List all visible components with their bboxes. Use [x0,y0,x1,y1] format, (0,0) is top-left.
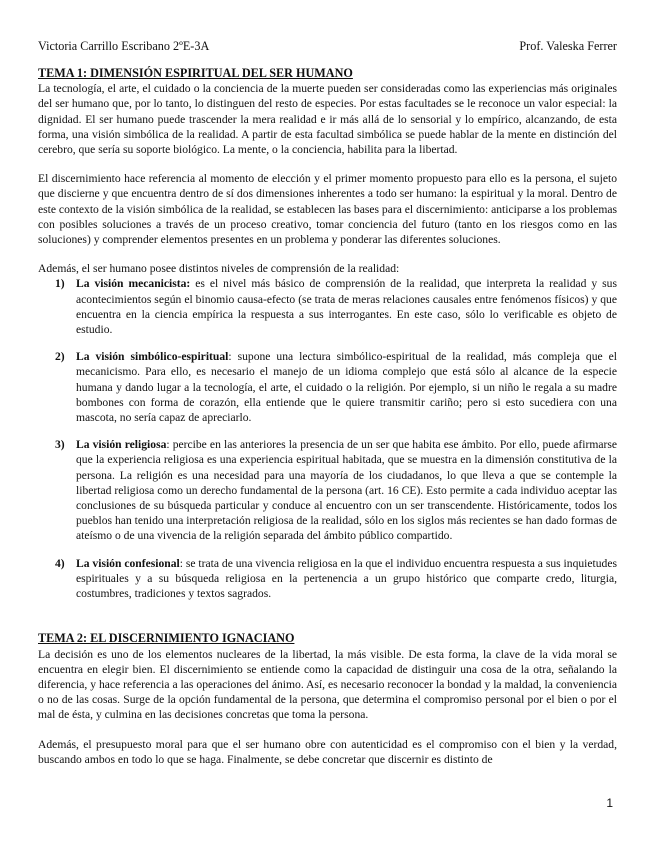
professor-line: Prof. Valeska Ferrer [519,39,617,53]
tema1-paragraph-2: El discernimiento hace referencia al momento de elección y el primer momento propuesto para ello es la persona, el sujeto que discierne y que encuentra dentro de sí dos dimensiones inherentes a todo ser humano: la espiritual y la moral. Dentro de este contexto de la visión simbólica de la realidad, se establecen las bases para el discernimiento: anticiparse a los problemas con posibles soluciones a través de un proceso creativo, tomar conciencia del futuro (tanto en los riesgos como en las soluciones) y comprender elementos presentes en un problema y ponderar las diferentes soluciones. [38,172,617,247]
list-term: La visión simbólico-espiritual [76,350,229,364]
page-number: 1 [606,796,613,810]
list-term: La visión religiosa [76,438,167,452]
list-text: : se trata de una vivencia religiosa en la que el individuo encuentra respuesta a sus inquietudes espirituales y a su búsqueda religiosa en la pertenencia a un grupo histórico que comparte credo, liturgia, costumbres, tradiciones y textos sagrados. [76,556,617,601]
tema1-paragraph-1: La tecnología, el arte, el cuidado o la conciencia de la muerte pueden ser consideradas como las experiencias más originales del ser humano que, por lo tanto, lo distinguen del resto de especies. Por estas facultades se le reconoce un valor especial: la dignidad. El ser humano puede trascender la mera realidad e ir más allá de lo sensorial y lo empírico, alcanzando, de esta forma, una visión simbólica de la realidad. A partir de esta facultad simbólica se puede hablar de la mente en distinción del cerebro, que sería su soporte biológico. La mente, o la conciencia, habilita para la libertad. [38,82,617,157]
list-item [38,437,617,543]
comprehension-levels-list [38,276,617,601]
tema2-paragraph-1: La decisión es uno de los elementos nucleares de la libertad, la más visible. De esta forma, la clave de la vida moral se encuentra en elegir bien. El discernimiento se entiende como la capacidad de distinguir una cosa de la otra, señalando la diferencia, y hace referencia a las operaciones del ánimo. Así, es necesario reconocer la bondad y la maldad, la conveniencia o no de las cosas. Surge de la opción fundamental de la persona, que determina el compromiso personal por el bien o por el mal de ésta, y culmina en las decisiones concretas que toma la persona. [38,647,617,722]
list-number: 1) [55,277,65,291]
list-text: : percibe en las anteriores la presencia de un ser que habita ese ámbito. Por ello, puede afirmarse que la experiencia religiosa es una experiencia espiritual habitada, que se muestra en la dimensión constitutiva de la persona. La religión es una necesidad para una mayoría de los ciudadanos, lo que lleva a que se contemple la libertad religiosa como un derecho fundamental de la persona (art. 16 CE). Esto permite a cada individuo aceptar las conclusiones de su búsqueda particular y conduce al encuentro con un ser transcendente. Históricamente, todos los pueblos han tenido una interpretación religiosa de la realidad, sólo en los siglos más recientes se han dado formas de ateísmo o de una vivencia de la religión separada del ámbito público compartido. [76,438,617,543]
tema2-title: TEMA 2: EL DISCERNIMIENTO IGNACIANO [38,631,295,646]
list-number: 2) [55,350,65,364]
tema1-title: TEMA 1: DIMENSIÓN ESPIRITUAL DEL SER HUMANO [38,66,353,80]
tema1-paragraph-3: Además, el ser humano posee distintos niveles de comprensión de la realidad: [38,262,400,276]
author-line: Victoria Carrillo Escribano 2ºE-3A [38,39,210,53]
list-item [38,276,617,337]
tema2-paragraph-2: Además, el presupuesto moral para que el ser humano obre con autenticidad es el compromiso con el bien y la verdad, buscando ambos en todo lo que se haga. Finalmente, se debe concretar que discernir es distinto de [38,737,617,766]
list-text: : supone una lectura simbólico-espiritual de la realidad, más compleja que el mecanicismo. Para ello, es necesario el manejo de un idioma complejo que está sólo al alcance de la especie humana y dando lugar a la tecnología, el arte, el cuidado o la religión. Por ejemplo, si un niño le regala a su madre bombones con forma de corazón, ella entiende que le quiere transmitir cariño; pero si esto sucediera con una mascota, no sería capaz de apreciarlo. [76,350,617,425]
list-item [38,556,617,602]
list-item [38,349,617,425]
page-header [38,38,617,54]
list-term: La visión confesional [76,556,180,570]
list-number: 3) [55,438,65,452]
list-term: La visión mecanicista: [76,277,191,291]
list-number: 4) [55,556,65,570]
list-text: es el nivel más básico de comprensión de la realidad, que interpreta la realidad y sus acontecimientos según el binomio causa-efecto (se trata de meras relaciones causales entre fenómenos físicos) y que encuentra en la ciencia empírica la respuesta a sus interrogantes. En este caso, sólo lo verificable es objeto de estudio. [76,277,617,337]
document-body [38,66,617,767]
